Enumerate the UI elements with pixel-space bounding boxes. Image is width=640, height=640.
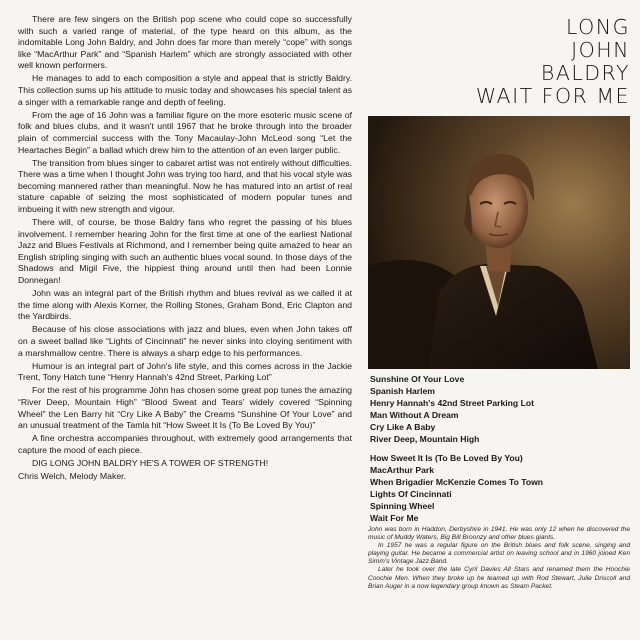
liner-paragraph: There are few singers on the British pop scene who could cope so successfully with such a varied range of material, of the type heard on this album, as the indomitable Long John Baldry, and John does far more than merely “cope” with songs like “MacArthur Park” and “Spanish Harlem” which are strongly associated with other well known performers. xyxy=(18,14,352,71)
artist-photo xyxy=(368,116,630,369)
track-item: Henry Hannah's 42nd Street Parking Lot xyxy=(370,397,534,408)
liner-paragraph: John was an integral part of the British rhythm and blues revival as we called it at the time along with Alexis Korner, the Rolling Stones, Graham Bond, Eric Clapton and the Yardbirds. xyxy=(18,288,352,322)
liner-paragraph: The transition from blues singer to cabaret artist was not entirely without difficulties. There was a time when I thought John was trying too hard, and that his vocal style was becoming mannered rather than meaningful. Now he has matured into an artist of real stature capable of seizing the most sophisticated of modern popular tunes and imbueing it with new strength and vigour. xyxy=(18,157,352,214)
side-divider xyxy=(370,445,632,453)
track-item: Wait For Me xyxy=(370,512,419,523)
title-line: JOHN xyxy=(571,38,630,62)
title-line: BALDRY xyxy=(540,61,630,85)
track-item: Cry Like A Baby xyxy=(370,421,436,432)
liner-paragraph: He manages to add to each composition a style and appeal that is strictly Baldry. This collection sums up his attitude to music today and showcases his special talent as a singer with a remarkable range and depth of feeling. xyxy=(18,73,352,107)
track-item: Sunshine Of Your Love xyxy=(370,374,465,384)
tracklist xyxy=(370,374,632,525)
liner-paragraph: There will, of course, be those Baldry fans who regret the passing of his blues involvement. I remember hearing John for the first time at one of the earliest National Jazz and Blues Festivals at Richmond, and I remember being quite amazed to hear an English stripling singing with such an authentic blues vocal sound. In those days of the Shadows and Migil Five, the hippiest thing around until then had been Lonnie Donnegan! xyxy=(18,217,352,286)
liner-notes xyxy=(18,14,352,484)
track-item: River Deep, Mountain High xyxy=(370,433,480,444)
liner-paragraph: For the rest of his programme John has chosen some great pop tunes the amazing “River Deep, Mountain High” “Blood Sweat and Tears' widely covered “Spinning Wheel” the Len Barry hit “Cry Like A Baby” the Creams “Sunshine Of Your Love” and an unusual treatment of the Tamla hit “How Sweet It Is (To Be Loved By You)” xyxy=(18,385,352,431)
album-title xyxy=(380,16,630,108)
track-item: MacArthur Park xyxy=(370,465,434,476)
track-item: Lights Of Cincinnati xyxy=(370,489,452,500)
track-item: How Sweet It Is (To Be Loved By You) xyxy=(370,453,523,464)
track-item: Spanish Harlem xyxy=(370,385,435,396)
closing-line: DIG LONG JOHN BALDRY HE'S A TOWER OF STRENGTH! xyxy=(32,457,269,468)
liner-paragraph: Humour is an integral part of John's life style, and this comes across in the Jackie Trent, Tony Hatch tune “Henry Hannah's 42nd Street, Parking Lot” xyxy=(18,360,352,383)
bio-paragraph: In 1957 he was a regular figure on the British blues and folk scene, singing and playing guitar. He became a commercial artist on leaving school and in 1960 joined Ken Simm's Vintage Jazz Band. xyxy=(368,542,630,566)
title-line: WAIT FOR ME xyxy=(475,84,630,108)
artist-portrait-image xyxy=(368,116,630,369)
track-item: When Brigadier McKenzie Comes To Town xyxy=(370,477,544,488)
title-line: LONG xyxy=(565,15,630,39)
bio-paragraph: Later he took over the late Cyril Davies All Stars and renamed them the Hoochie Coochie Men. When they broke up he teamed up with Rod Stewart, Julie Driscoll and Brian Auger in a now legendary group known as Steam Packet. xyxy=(368,566,630,590)
liner-paragraph: A fine orchestra accompanies throughout, with extremely good arrangements that capture the mood of each piece. xyxy=(18,433,352,455)
bio-paragraph: John was born in Haddon, Derbyshire in 1941. He was only 12 when he discovered the music of Muddy Waters, Big Bill Broonzy and other blues giants. xyxy=(368,526,630,542)
artist-biography xyxy=(368,526,630,591)
author-credit: Chris Welch, Melody Maker. xyxy=(18,471,126,482)
track-item: Spinning Wheel xyxy=(370,501,435,512)
liner-paragraph: Because of his close associations with jazz and blues, even when John takes off on a sweet ballad like “Lights of Cincinnati” he never sinks into cloying sentiment with a marshmallow centre. There is always a sharp edge to his performances. xyxy=(18,324,352,358)
liner-paragraph: From the age of 16 John was a familiar figure on the more esoteric music scene of folk and blues clubs, and it wasn't until 1967 that he broke through into the broader plain of commercial success with the Tony Macaulay-John McLeod song “Let the Heartaches Begin” a ballad which drew him to the attention of an even larger public. xyxy=(18,109,352,155)
track-item: Man Without A Dream xyxy=(370,409,459,420)
